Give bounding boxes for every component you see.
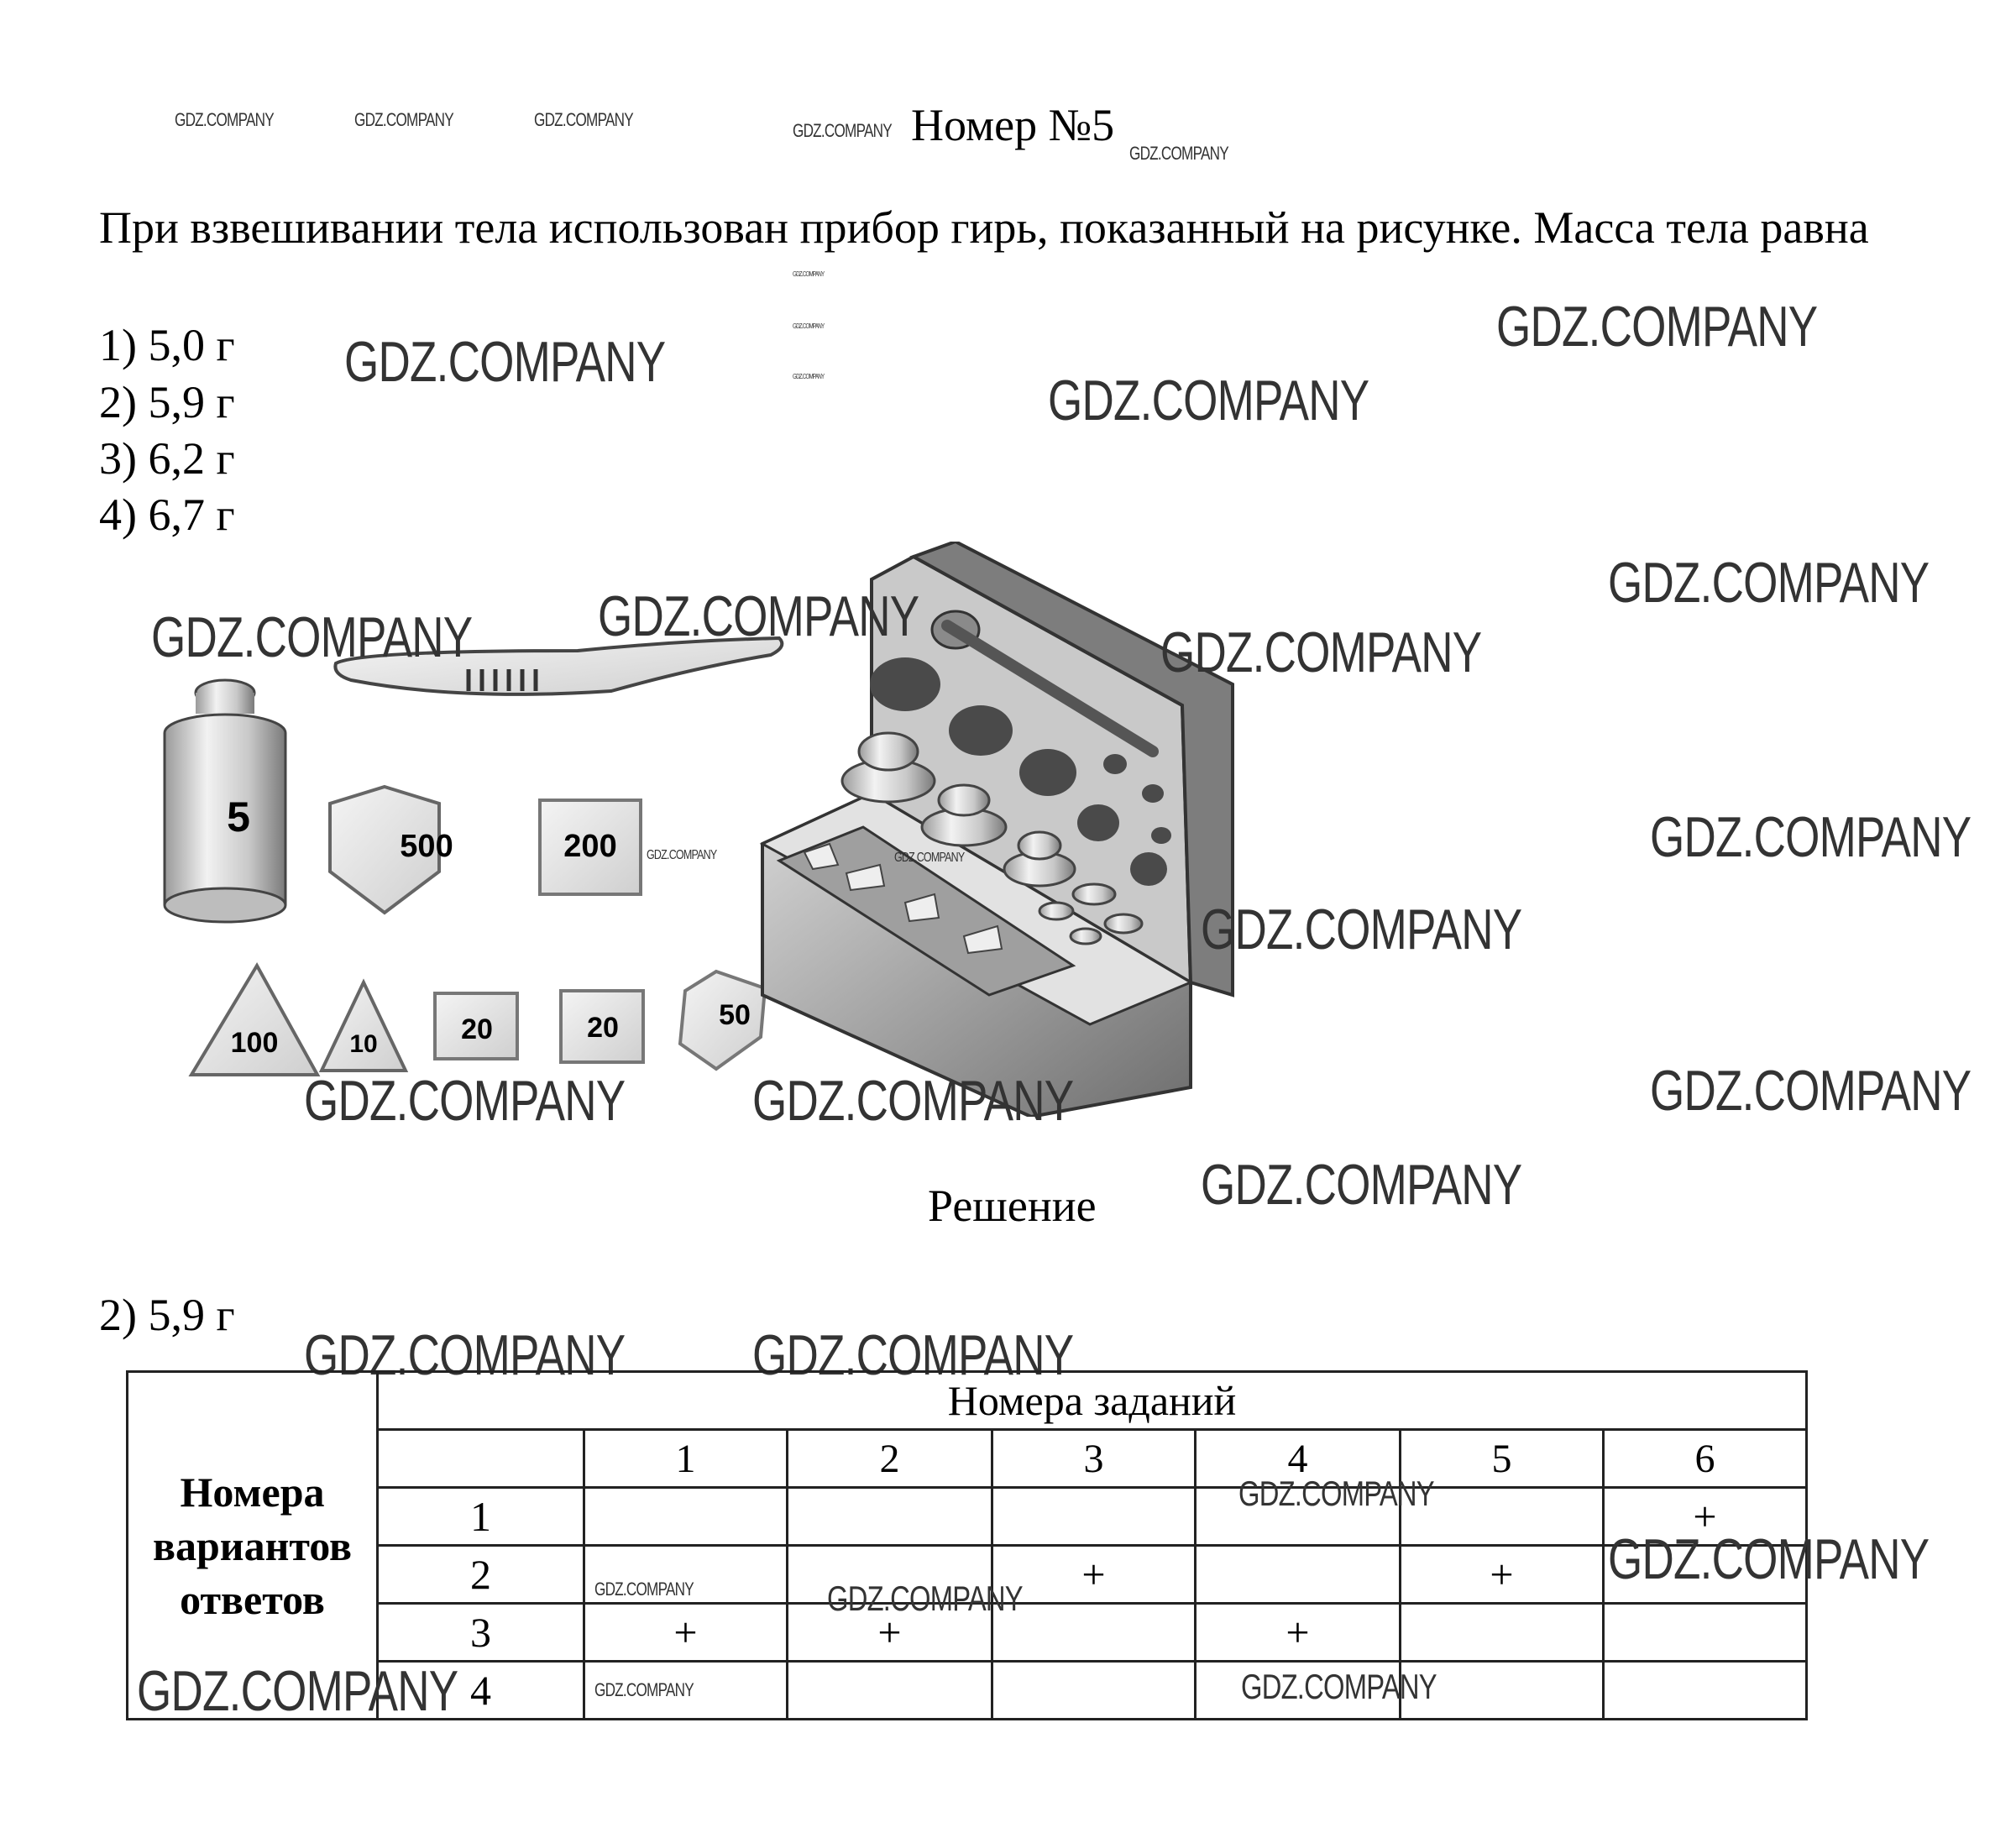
page-title: Номер №5 (911, 100, 1115, 150)
watermark: GDZ.COMPANY (647, 848, 717, 862)
tasks-header: Номера заданий (378, 1372, 1807, 1430)
watermark: GDZ.COMPANY (534, 109, 633, 130)
table-cell (1604, 1662, 1807, 1720)
table-cell (378, 1430, 584, 1488)
table-cell: + (1196, 1604, 1401, 1662)
watermark: GDZ.COMPANY (827, 1579, 1023, 1618)
watermark: GDZ.COMPANY (1048, 369, 1369, 432)
table-row (128, 1430, 1807, 1488)
task-number: 3 (992, 1430, 1196, 1488)
weight-label: 10 (349, 1030, 378, 1058)
weight-label: 100 (230, 1027, 279, 1059)
answer-option-2: 2) 5,9 г (99, 377, 235, 427)
table-cell (788, 1662, 992, 1720)
weight-label: 20 (461, 1013, 493, 1045)
watermark: GDZ.COMPANY (894, 851, 965, 865)
watermark: GDZ.COMPANY (752, 1069, 1074, 1133)
watermark: GDZ.COMPANY (1201, 1153, 1522, 1217)
task-number: 5 (1401, 1430, 1604, 1488)
watermark: GDZ.COMPANY (1608, 551, 1930, 615)
watermark: GDZ.COMPANY (793, 322, 825, 330)
watermark: GDZ.COMPANY (793, 120, 892, 141)
watermark: GDZ.COMPANY (344, 330, 666, 394)
table-row (128, 1372, 1807, 1430)
weight-label: 200 (563, 829, 617, 864)
watermark: GDZ.COMPANY (1201, 898, 1522, 961)
watermark: GDZ.COMPANY (1129, 143, 1228, 164)
watermark: GDZ.COMPANY (1650, 1059, 1971, 1123)
watermark: GDZ.COMPANY (175, 109, 274, 130)
variant-number: 1 (378, 1488, 584, 1546)
weight-label: 20 (587, 1012, 619, 1044)
watermark: GDZ.COMPANY (594, 1579, 694, 1600)
table-cell: + (992, 1546, 1196, 1604)
watermark: GDZ.COMPANY (1160, 621, 1482, 684)
watermark: GDZ.COMPANY (1650, 805, 1971, 869)
table-cell: + (1604, 1488, 1807, 1546)
watermark: GDZ.COMPANY (1608, 1527, 1930, 1591)
solution-heading: Решение (928, 1181, 1097, 1231)
task-number: 1 (584, 1430, 788, 1488)
question-text: При взвешивании тела использован прибор гирь, показанный на рисунке. Масса тела равна (99, 202, 1869, 253)
weight-label: 500 (400, 829, 453, 864)
watermark: GDZ.COMPANY (598, 584, 919, 648)
watermark: GDZ.COMPANY (304, 1323, 626, 1387)
weight-label: 50 (719, 999, 751, 1031)
watermark: GDZ.COMPANY (1496, 295, 1818, 359)
table-cell (1401, 1604, 1604, 1662)
table-cell (1196, 1546, 1401, 1604)
table-cell: + (584, 1604, 788, 1662)
answer-option-1: 1) 5,0 г (99, 320, 235, 370)
variants-row-header: Номера вариантов ответов (128, 1372, 378, 1720)
watermark: GDZ.COMPANY (137, 1659, 458, 1723)
watermark: GDZ.COMPANY (594, 1679, 694, 1700)
task-number: 4 (1196, 1430, 1401, 1488)
task-number: 6 (1604, 1430, 1807, 1488)
weight-5-cylinder (165, 680, 285, 922)
watermark: GDZ.COMPANY (304, 1069, 626, 1133)
watermark: GDZ.COMPANY (793, 373, 825, 380)
answer-option-3: 3) 6,2 г (99, 433, 235, 484)
watermark: GDZ.COMPANY (354, 109, 453, 130)
table-cell (1604, 1604, 1807, 1662)
weight-label: 5 (227, 793, 250, 840)
table-cell (584, 1488, 788, 1546)
task-number: 2 (788, 1430, 992, 1488)
table-cell (788, 1488, 992, 1546)
table-cell (992, 1488, 1196, 1546)
table-cell: + (788, 1604, 992, 1662)
table-row (128, 1488, 1807, 1546)
watermark: GDZ.COMPANY (793, 270, 825, 278)
watermark: GDZ.COMPANY (151, 605, 473, 669)
variant-number: 2 (378, 1546, 584, 1604)
watermark: GDZ.COMPANY (752, 1323, 1074, 1387)
table-cell (992, 1662, 1196, 1720)
variant-number: 4 (378, 1662, 584, 1720)
answer-text: 2) 5,9 г (99, 1290, 235, 1340)
watermark: GDZ.COMPANY (1241, 1667, 1437, 1706)
answer-option-4: 4) 6,7 г (99, 490, 235, 540)
variant-number: 3 (378, 1604, 584, 1662)
table-cell: + (1401, 1546, 1604, 1604)
watermark: GDZ.COMPANY (1238, 1474, 1434, 1513)
